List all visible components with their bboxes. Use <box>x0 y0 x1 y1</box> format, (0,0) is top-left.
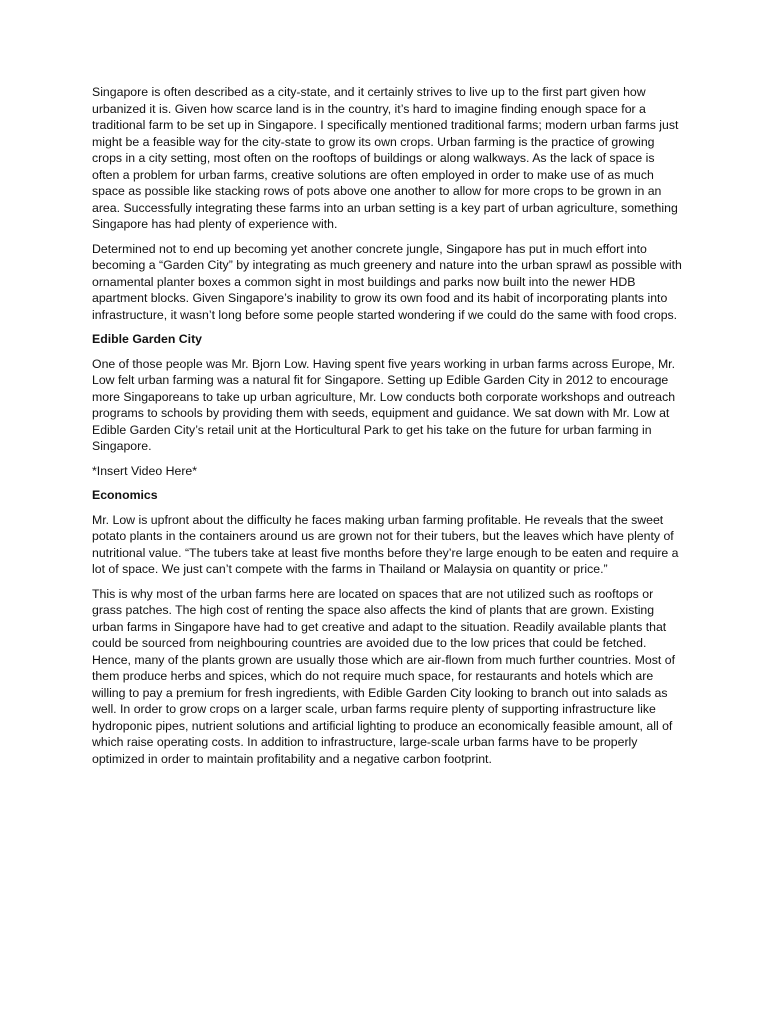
paragraph-bjorn-low: One of those people was Mr. Bjorn Low. Having spent five years working in urban farms across Europe, Mr. Low felt urban farming was a natural fit for Singapore. Setting up Edible Garden City in 2012 to encourage more Singaporeans to take up urban agriculture, Mr. Low conducts both corporate workshops and outreach programs to schools by providing them with seeds, equipment and guidance. We sat down with Mr. Low at Edible Garden City’s retail unit at the Horticultural Park to get his take on the future for urban farming in Singapore. <box>92 356 676 453</box>
document-page <box>92 84 682 775</box>
paragraph-intro: Singapore is often described as a city-state, and it certainly strives to live up to the first part given how urbanized it is. Given how scarce land is in the country, it’s hard to imagine finding enough space for a traditional farm to be set up in Singapore. I specifically mentioned traditional farms; modern urban farms just might be a feasible way for the city-state to grow its own crops. Urban farming is the practice of growing crops in a city setting, most often on the rooftops of buildings or along walkways. As the lack of space is often a problem for urban farms, creative solutions are often employed in order to make use of as much space as possible like stacking rows of pots above one another to allow for more crops to be grown in an area. Successfully integrating these farms into an urban setting is a key part of urban agriculture, something Singapore has had plenty of experience with. <box>92 85 679 231</box>
paragraph-garden-city: Determined not to end up becoming yet another concrete jungle, Singapore has put in much effort into becoming a “Garden City” by integrating as much greenery and nature into the urban sprawl as possible with ornamental planter boxes a common sight in most buildings and parks now built into the newer HDB apartment blocks. Given Singapore’s inability to grow its own food and its habit of incorporating plants into infrastructure, it wasn’t long before some people started wondering if we could do the same with food crops. <box>92 241 682 322</box>
section-heading-economics: Economics <box>92 488 158 502</box>
video-placeholder: *Insert Video Here* <box>92 463 198 478</box>
paragraph-profitability: Mr. Low is upfront about the difficulty he faces making urban farming profitable. He reveals that the sweet potato plants in the containers around us are grown not for their tubers, but the leaves which have plenty of nutritional value. “The tubers take at least five months before they’re large enough to be eaten and require a lot of space. We just can’t compete with the farms in Thailand or Malaysia on quantity or price.” <box>92 512 679 576</box>
section-heading-edible-garden-city: Edible Garden City <box>92 332 203 346</box>
paragraph-urban-farm-locations: This is why most of the urban farms here are located on spaces that are not utilized such as rooftops or grass patches. The high cost of renting the space also affects the kind of plants that are grown. Existing urban farms in Singapore have had to get creative and adapt to the situation. Readily available plants that could be sourced from neighbouring countries are avoided due to the low prices that could be fetched. Hence, many of the plants grown are usually those which are air-flown from much further countries. Most of them produce herbs and spices, which do not require much space, for restaurants and hotels which are willing to pay a premium for fresh ingredients, with Edible Garden City looking to branch out into salads as well. In order to grow crops on a larger scale, urban farms require plenty of supporting infrastructure like hydroponic pipes, nutrient solutions and artificial lighting to produce an economically feasible amount, all of which raise operating costs. In addition to infrastructure, large-scale urban farms have to be properly optimized in order to maintain profitability and a negative carbon footprint. <box>92 586 675 766</box>
